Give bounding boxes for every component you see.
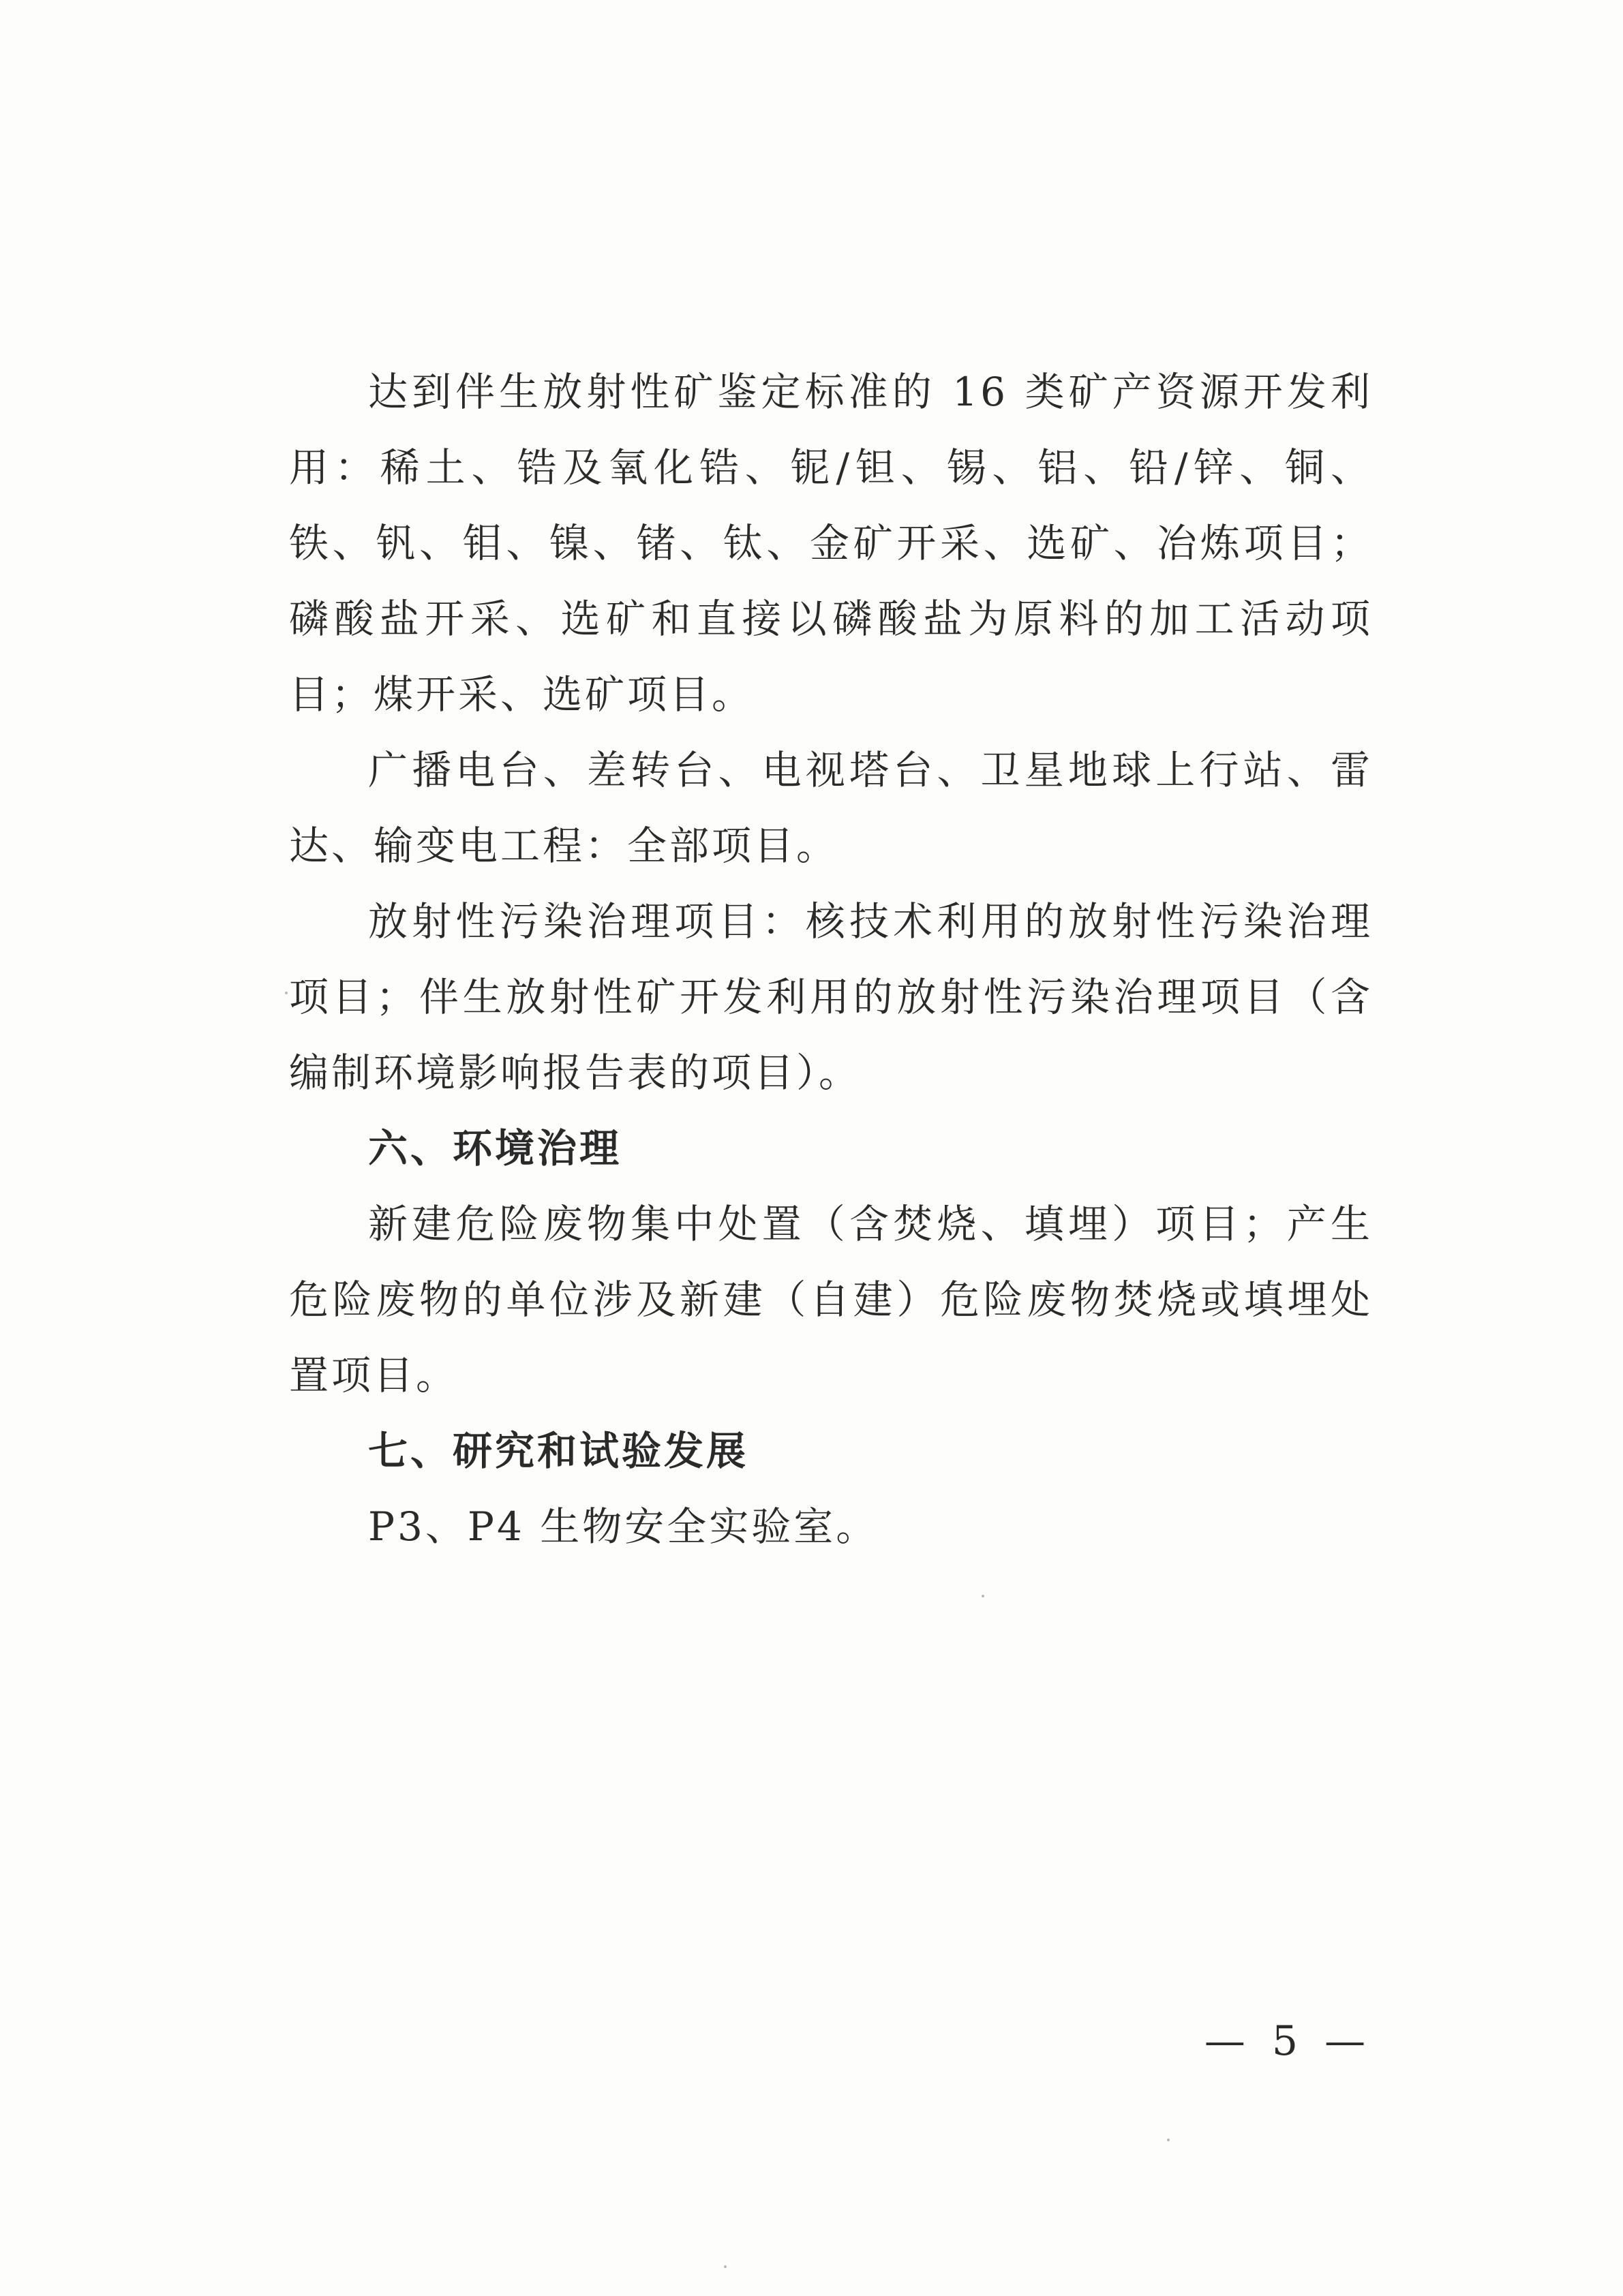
scan-speck [1167,2139,1170,2141]
document-body [289,354,1373,1565]
page-number: — 5 — [1204,2017,1373,2065]
heading-environmental-governance: 六、环境治理 [368,1125,622,1172]
scan-speck [724,2265,727,2268]
heading-research-development: 七、研究和试验发展 [368,1428,749,1474]
scan-speck [285,992,288,994]
paragraph-biosafety-lab: P3、P4 生物安全实验室。 [368,1503,879,1550]
paragraph-hazardous-waste: 新建危险废物集中处置（含焚烧、填埋）项目；产生危险废物的单位涉及新建（自建）危险废物焚烧或填埋处置项目。 [289,1201,1373,1398]
paragraph-mineral-resources: 达到伴生放射性矿鉴定标准的 16 类矿产资源开发利用：稀土、锆及氧化锆、铌/钽、锡、铝、铅/锌、铜、铁、钒、钼、镍、锗、钛、金矿开采、选矿、冶炼项目；磷酸盐开采、选矿和直接以磷酸盐为原料的加工活动项目；煤开采、选矿项目。 [289,369,1373,718]
scan-speck [982,1595,984,1597]
paragraph-broadcast-projects: 广播电台、差转台、电视塔台、卫星地球上行站、雷达、输变电工程：全部项目。 [289,747,1373,869]
paragraph-radioactive-pollution: 放射性污染治理项目：核技术利用的放射性污染治理项目；伴生放射性矿开发利用的放射性污染治理项目（含编制环境影响报告表的项目）。 [289,898,1373,1096]
